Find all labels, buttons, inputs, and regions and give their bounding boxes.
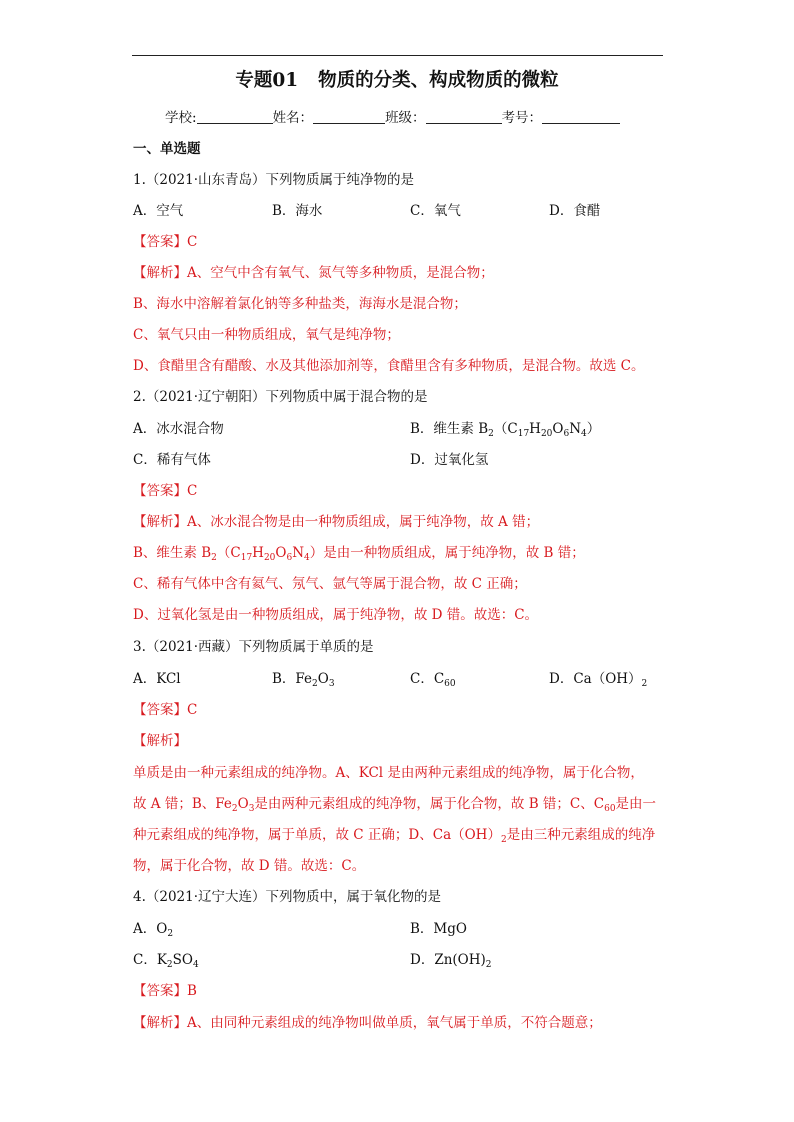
q4-answer: 【答案】B xyxy=(133,983,197,999)
q1-option-c: C．氧气 xyxy=(410,203,461,219)
q3-analysis-2: 故 A 错；B、$Fe_2O_3$是由两种元素组成的纯净物，属于化合物，故 B 错；C、$C_{60}$是由一 xyxy=(133,796,657,814)
class-label: 班级： xyxy=(385,110,426,126)
q1-option-b: B．海水 xyxy=(272,203,323,219)
q2-stem: 2.（2021·辽宁朝阳）下列物质中属于混合物的是 xyxy=(133,389,428,405)
q2-analysis-a: 【解析】A、冰水混合物是由一种物质组成，属于纯净物，故 A 错； xyxy=(133,514,540,530)
q4-stem: 4.（2021·辽宁大连）下列物质中，属于氧化物的是 xyxy=(133,889,442,905)
q1-analysis-4: D、食醋里含有醋酸、水及其他添加剂等，食醋里含有多种物质，是混合物。故选 C。 xyxy=(133,358,645,374)
school-label: 学校: xyxy=(165,110,197,126)
q2-answer: 【答案】C xyxy=(133,483,198,499)
q1-option-d: D．食醋 xyxy=(549,203,601,219)
q3-answer: 【答案】C xyxy=(133,702,198,718)
q1-analysis-1: 【解析】A、空气中含有氧气、氮气等多种物质，是混合物； xyxy=(133,265,494,281)
q1-analysis-2: B、海水中溶解着氯化钠等多种盐类，海海水是混合物； xyxy=(133,296,467,312)
q2-option-a: A．冰水混合物 xyxy=(133,421,224,437)
q1-stem: 1.（2021·山东青岛）下列物质属于纯净物的是 xyxy=(133,172,415,188)
q1-answer: 【答案】C xyxy=(133,234,198,250)
class-field[interactable] xyxy=(426,109,502,124)
q2-option-d: D．过氧化氢 xyxy=(410,452,489,468)
q2-option-b: B．维生素 $B_2(C_{17}H_{20}O_6N_4)$ xyxy=(410,421,601,439)
q2-analysis-d: D、过氧化氢是由一种物质组成，属于纯净物，故 D 错。故选：C。 xyxy=(133,607,539,623)
title-topic-number: 专题01 xyxy=(235,70,299,91)
q3-option-c: C．$C_{60}$ xyxy=(410,671,456,689)
exam-no-field[interactable] xyxy=(542,109,620,124)
student-info-line xyxy=(165,107,620,129)
q3-analysis-head: 【解析】 xyxy=(133,733,187,749)
header-rule xyxy=(132,55,663,56)
q3-option-b: B．$Fe_2O_3$ xyxy=(272,671,335,689)
q2-analysis-b: B、维生素 $B_2(C_{17}H_{20}O_6N_4)$是由一种物质组成，属于纯净物，故 B 错； xyxy=(133,545,585,563)
title-topic-name: 物质的分类、构成物质的微粒 xyxy=(318,70,559,91)
q4-option-a: A．$O_2$ xyxy=(133,921,174,939)
school-field[interactable] xyxy=(197,109,273,124)
page-title xyxy=(0,68,794,94)
q4-analysis-a: 【解析】A、由同种元素组成的纯净物叫做单质，氧气属于单质，不符合题意； xyxy=(133,1015,602,1031)
q3-analysis-4: 物，属于化合物，故 D 错。故选：C。 xyxy=(133,858,366,874)
q4-option-c: C．$K_2SO_4$ xyxy=(133,952,199,970)
q1-option-a: A．空气 xyxy=(133,203,184,219)
q3-option-a: A．KCl xyxy=(133,671,181,687)
section-heading: 一、单选题 xyxy=(133,141,201,157)
q3-analysis-3: 种元素组成的纯净物，属于单质，故 C 正确；D、$Ca(OH)_2$是由三种元素组成的纯净 xyxy=(133,827,656,845)
q4-option-d: D．$Zn(OH)_2$ xyxy=(410,952,492,970)
name-field[interactable] xyxy=(313,109,385,124)
q3-stem: 3.（2021·西藏）下列物质属于单质的是 xyxy=(133,639,374,655)
q3-option-d: D．$Ca(OH)_2$ xyxy=(549,671,648,689)
q3-analysis-1: 单质是由一种元素组成的纯净物。A、KCl 是由两种元素组成的纯净物，属于化合物， xyxy=(133,765,644,781)
q4-option-b: B．MgO xyxy=(410,921,467,937)
q2-analysis-c: C、稀有气体中含有氦气、氖气、氩气等属于混合物，故 C 正确； xyxy=(133,576,527,592)
q1-analysis-3: C、氧气只由一种物质组成，氧气是纯净物； xyxy=(133,327,400,343)
q2-option-c: C．稀有气体 xyxy=(133,452,211,468)
name-label: 姓名： xyxy=(272,110,314,126)
exam-no-label: 考号： xyxy=(501,110,543,126)
